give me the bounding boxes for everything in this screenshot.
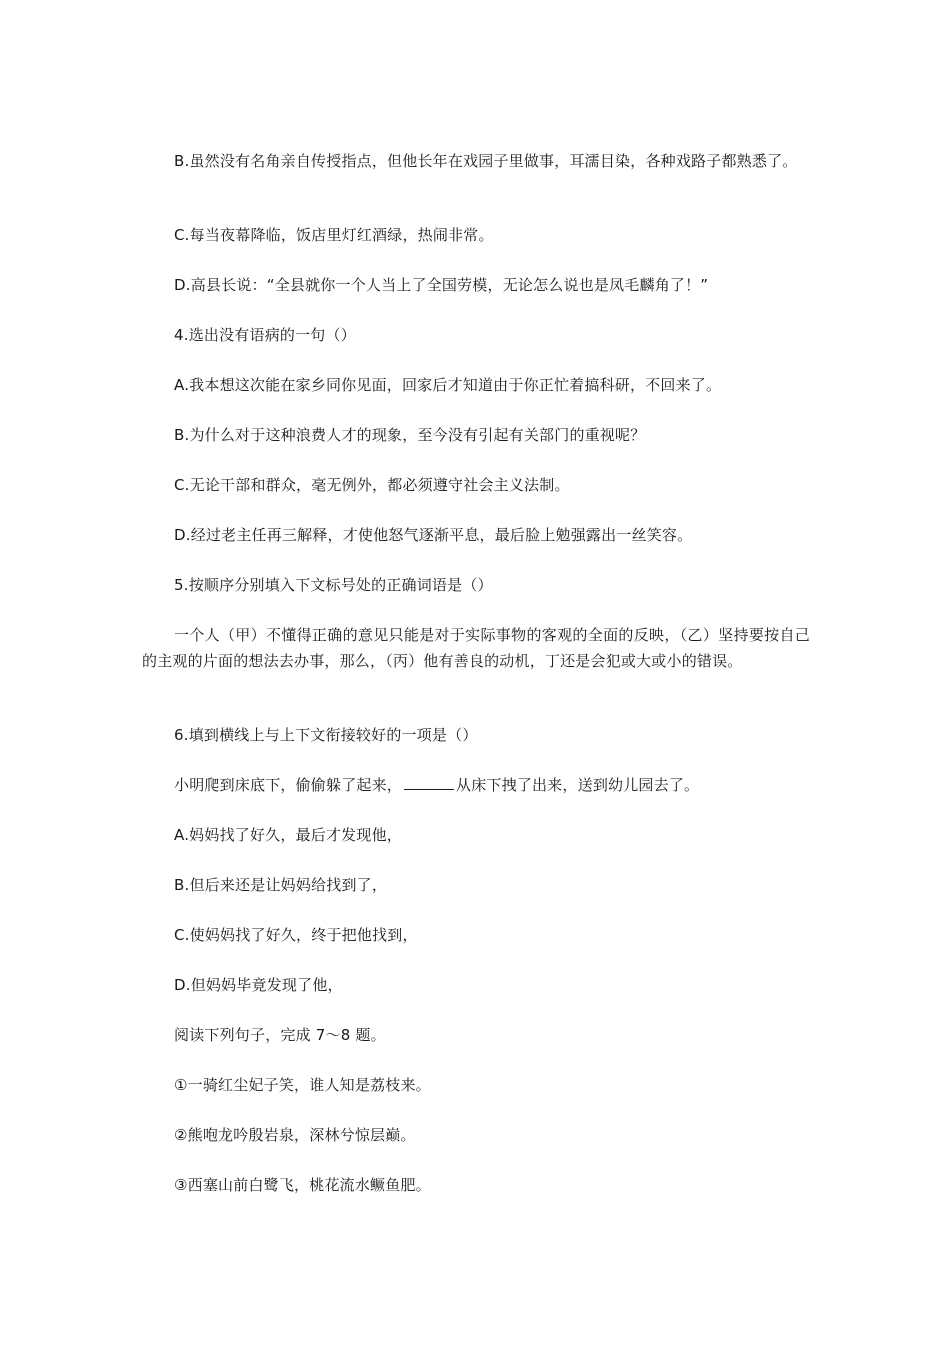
poem-sentence-3: ③西塞山前白鹭飞，桃花流水鳜鱼肥。 — [174, 1176, 431, 1194]
question-5-passage: 一个人（甲）不懂得正确的意见只能是对于实际事物的客观的全面的反映，（乙）坚持要按自己的主观的片面的想法去办事，那么，（丙）他有善良的动机，丁还是会犯或大或小的错误。 — [142, 626, 810, 670]
question-6-option-c: C.使妈妈找了好久，终于把他找到， — [174, 926, 418, 944]
question-4-option-a: A.我本想这次能在家乡同你见面，回家后才知道由于你正忙着搞科研，不回来了。 — [174, 376, 722, 394]
question-4-option-b: B.为什么对于这种浪费人才的现象，至今没有引起有关部门的重视呢？ — [174, 426, 646, 444]
question-3-option-b: B.虽然没有名角亲自传授指点，但他长年在戏园子里做事，耳濡目染，各种戏路子都熟悉了。 — [174, 152, 798, 170]
question-4-title: 4.选出没有语病的一句（） — [174, 326, 356, 344]
question-5-title: 5.按顺序分别填入下文标号处的正确词语是（） — [174, 576, 493, 594]
question-6-option-d: D.但妈妈毕竟发现了他， — [174, 976, 343, 994]
question-6-option-a: A.妈妈找了好久，最后才发现他， — [174, 826, 402, 844]
question-3-option-c: C.每当夜幕降临，饭店里灯红酒绿，热闹非常。 — [174, 226, 494, 244]
question-6-option-b: B.但后来还是让妈妈给找到了， — [174, 876, 388, 894]
question-4-option-d: D.经过老主任再三解释，才使他怒气逐渐平息，最后脸上勉强露出一丝笑容。 — [174, 526, 693, 544]
question-6-sentence — [174, 772, 699, 798]
fill-in-blank-line — [404, 775, 454, 790]
question-6-sentence-after: 从床下拽了出来，送到幼儿园去了。 — [456, 776, 700, 794]
question-3-option-d: D.高县长说：“全县就你一个人当上了全国劳模，无论怎么说也是凤毛麟角了！” — [174, 276, 709, 294]
question-4-option-c: C.无论干部和群众，毫无例外，都必须遵守社会主义法制。 — [174, 476, 570, 494]
question-6-title: 6.填到横线上与上下文衔接较好的一项是（） — [174, 726, 478, 744]
question-6-sentence-before: 小明爬到床底下，偷偷躲了起来， — [174, 776, 403, 794]
poem-sentence-1: ①一骑红尘妃子笑，谁人知是荔枝来。 — [174, 1076, 431, 1094]
reading-instruction: 阅读下列句子，完成 7～8 题。 — [174, 1026, 386, 1044]
poem-sentence-2: ②熊咆龙吟殷岩泉，深林兮惊层巅。 — [174, 1126, 416, 1144]
